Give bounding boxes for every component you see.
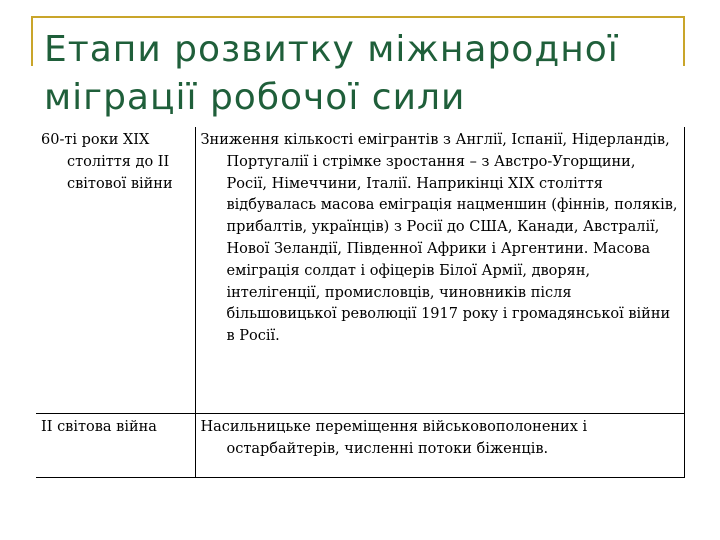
- period-text: 60-ті роки ХІХ століття до ІІ світової війни: [41, 132, 173, 192]
- description-text: Зниження кількості емігрантів з Англії, Іспанії, Нідерландів, Португалії і стрімке зростання – з Австро-Угорщини, Росії, Німеччини, Італії. Наприкінці ХІХ століття відбувалась масова еміграція нацменшин (фіннів, поляків, прибалтів, українців) з Росії до США, Канади, Австралії, Нової Зеландії, Південної Африки і Аргентини. Масова еміграція солдат і офіцерів Білої Армії, дворян, інтелігенції, промисловців, чиновників після більшовицької революції 1917 року і громадянської війни в Росії.: [200, 132, 678, 345]
- migration-stages-table: [36, 127, 685, 478]
- slide-title-line-2: міграції робочої сили: [44, 77, 466, 118]
- description-cell: [195, 127, 684, 414]
- table-row: [36, 127, 684, 414]
- slide-title: [44, 26, 684, 122]
- title-frame-top-border: [31, 16, 685, 18]
- title-frame-left-border: [31, 16, 33, 66]
- period-cell: [36, 414, 195, 478]
- description-cell: [195, 414, 684, 478]
- period-cell: [36, 127, 195, 414]
- period-text: ІІ світова війна: [41, 419, 157, 435]
- slide-title-line-1: Етапи розвитку міжнародної: [44, 29, 619, 70]
- description-text: Насильницьке переміщення військовополонених і остарбайтерів, численні потоки біженців.: [200, 419, 588, 457]
- table-row: [36, 414, 684, 478]
